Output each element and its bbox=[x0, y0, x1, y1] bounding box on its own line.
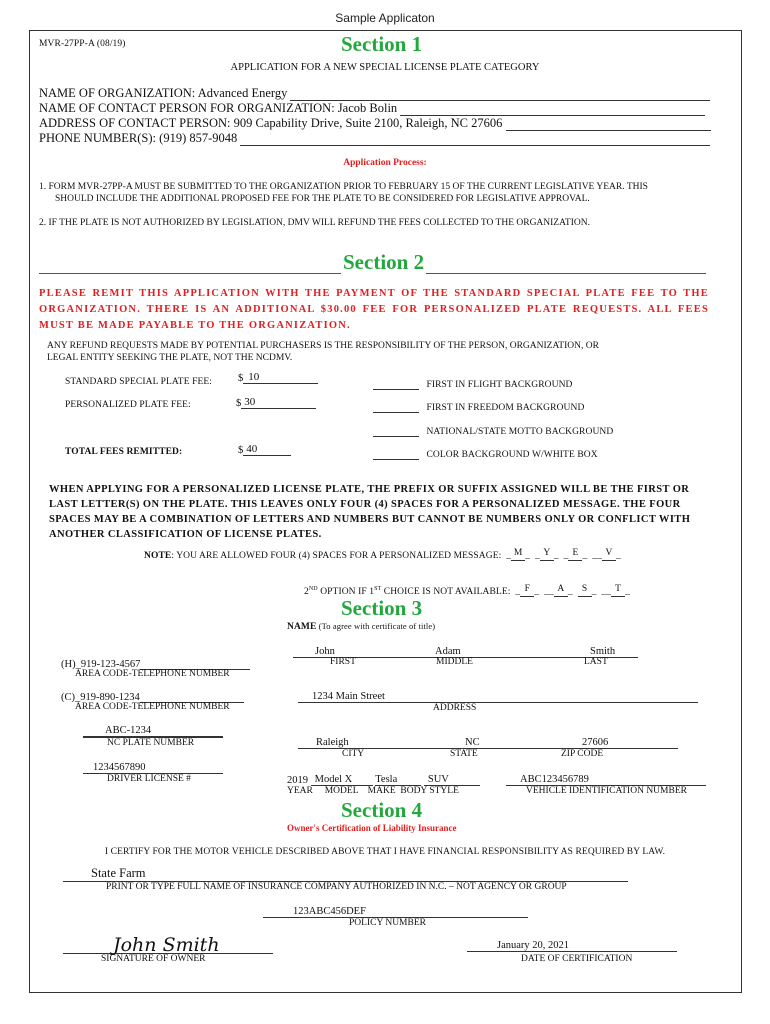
org-label: NAME OF ORGANIZATION: bbox=[39, 86, 196, 100]
section-4-heading: Section 4 bbox=[341, 798, 423, 822]
process-item-1: 1. FORM MVR-27PP-A MUST BE SUBMITTED TO THE ORGANIZATION PRIOR TO FEBRUARY 15 OF THE CURRENT LEGISLATIVE YEAR. THIS SHOULD INCLUDE THE ADDITIONAL PROPOSED FEE FOR THE PLATE TO BE CONSIDERED FOR LEGISLATIVE APPROVAL. bbox=[39, 182, 648, 204]
msg1-char-4[interactable]: V bbox=[602, 548, 616, 561]
signature-caption: SIGNATURE OF OWNER bbox=[101, 954, 206, 964]
vehicle-make[interactable]: Tesla bbox=[375, 774, 398, 785]
insurer-field[interactable] bbox=[63, 867, 628, 882]
bg-label-4: COLOR BACKGROUND W/WHITE BOX bbox=[426, 450, 598, 460]
page-title: Sample Applicaton bbox=[335, 11, 435, 25]
policy-value: 123ABC456DEF bbox=[293, 906, 366, 917]
msg1-char-3[interactable]: E bbox=[568, 548, 582, 561]
zip-caption: ZIP CODE bbox=[561, 749, 604, 759]
refund-notice: ANY REFUND REQUESTS MADE BY POTENTIAL PURCHASERS IS THE RESPONSIBILITY OF THE PERSON, ORGANIZATION, OR LEGAL ENTITY SEEKING THE PLATE, NOT THE NCDMV. bbox=[47, 341, 599, 363]
home-phone-value: (H)_919-123-4567 bbox=[61, 659, 141, 670]
bg-checkline-4 bbox=[373, 447, 419, 460]
address-row bbox=[39, 116, 715, 131]
policy-caption: POLICY NUMBER bbox=[349, 918, 426, 928]
policy-field[interactable] bbox=[263, 905, 528, 918]
section-1-heading: Section 1 bbox=[341, 32, 423, 56]
state-value: NC bbox=[465, 737, 480, 748]
cell-phone-caption: AREA CODE-TELEPHONE NUMBER bbox=[75, 702, 230, 712]
org-value[interactable]: Advanced Energy bbox=[197, 86, 288, 100]
last-name-field[interactable] bbox=[505, 645, 638, 658]
certify-statement: I CERTIFY FOR THE MOTOR VEHICLE DESCRIBED ABOVE THAT I HAVE FINANCIAL RESPONSIBILITY AS REQUIRED BY LAW. bbox=[104, 847, 666, 857]
section-4-subtitle: Owner's Certification of Liability Insurance bbox=[287, 823, 457, 833]
std-fee-value: 10 bbox=[248, 371, 260, 383]
bg-checkline-3 bbox=[373, 424, 419, 437]
note-row: NOTE: YOU ARE ALLOWED FOUR (4) SPACES FOR A PERSONALIZED MESSAGE: _ M _ _ Y _ _ E _ __ V _ bbox=[144, 548, 621, 561]
state-caption: STATE bbox=[450, 749, 478, 759]
name-label-row: NAME (To agree with certificate of title) bbox=[287, 621, 436, 632]
contact-underline bbox=[400, 103, 705, 116]
address-label: ADDRESS OF CONTACT PERSON: bbox=[39, 116, 231, 130]
vehicle-captions: YEAR MODEL MAKE BODY STYLE bbox=[287, 786, 459, 796]
bg-option-2[interactable] bbox=[373, 400, 584, 413]
pers-fee-value: 30 bbox=[244, 396, 256, 408]
process-heading: Application Process: bbox=[343, 158, 427, 168]
phone-label: PHONE NUMBER(S): bbox=[39, 131, 157, 145]
form-code: MVR-27PP-A (08/19) bbox=[39, 39, 126, 49]
driver-license-caption: DRIVER LICENSE # bbox=[107, 774, 191, 784]
note-label: NOTE bbox=[144, 551, 172, 561]
bg-checkline-2 bbox=[373, 400, 419, 413]
plate-number-value: ABC-1234 bbox=[105, 725, 152, 736]
total-fee-field[interactable]: $ 40 bbox=[238, 443, 291, 456]
remit-notice: PLEASE REMIT THIS APPLICATION WITH THE PAYMENT OF THE STANDARD SPECIAL PLATE FEE TO THE ORGANIZATION. THERE IS AN ADDITIONAL $30.00 FEE FOR PERSONALIZED PLATE REQUESTS. ALL FEES MUST BE MADE PAYABLE TO THE ORGANIZATION. bbox=[39, 288, 709, 331]
state-field[interactable] bbox=[408, 736, 530, 749]
section-1-subtitle: APPLICATION FOR A NEW SPECIAL LICENSE PLATE CATEGORY bbox=[230, 62, 540, 73]
bg-option-3[interactable] bbox=[373, 424, 613, 437]
city-caption: CITY bbox=[342, 749, 365, 759]
vehicle-year[interactable]: 2019 bbox=[287, 775, 308, 786]
msg2-char-2[interactable]: A bbox=[554, 584, 568, 597]
first-name-value: John bbox=[315, 646, 335, 657]
bg-option-4[interactable] bbox=[373, 447, 598, 460]
vin-value: ABC123456789 bbox=[520, 774, 589, 785]
street-address-value: 1234 Main Street bbox=[312, 691, 385, 702]
msg2-char-3[interactable]: S bbox=[578, 584, 592, 597]
signature-field[interactable] bbox=[63, 931, 273, 954]
driver-license-field[interactable] bbox=[83, 761, 223, 774]
address-value[interactable]: 909 Capability Drive, Suite 2100, Raleigh, NC 27606 bbox=[233, 116, 503, 130]
phone-row bbox=[39, 131, 715, 146]
bg-label-2: FIRST IN FREEDOM BACKGROUND bbox=[426, 403, 585, 413]
total-fee-value: 40 bbox=[246, 443, 258, 455]
pers-fee-field[interactable]: $ 30 bbox=[236, 396, 316, 409]
note-text: : YOU ARE ALLOWED FOUR (4) SPACES FOR A PERSONALIZED MESSAGE: bbox=[171, 551, 502, 561]
msg1-char-2[interactable]: Y bbox=[540, 548, 554, 561]
address-caption: ADDRESS bbox=[433, 703, 477, 713]
msg2-char-4[interactable]: T bbox=[611, 584, 625, 597]
owner-signature: John Smith bbox=[113, 934, 220, 956]
bg-checkline-1 bbox=[373, 377, 419, 390]
bg-label-1: FIRST IN FLIGHT BACKGROUND bbox=[426, 380, 573, 390]
cert-date-field[interactable] bbox=[467, 939, 677, 952]
std-fee-field[interactable]: $ 10 bbox=[238, 371, 318, 384]
section-3-heading: Section 3 bbox=[341, 596, 423, 620]
vehicle-body[interactable]: SUV bbox=[427, 774, 449, 785]
driver-license-value: 1234567890 bbox=[93, 762, 146, 773]
contact-row bbox=[39, 101, 715, 116]
contact-label: NAME OF CONTACT PERSON FOR ORGANIZATION: bbox=[39, 101, 335, 115]
vin-field[interactable] bbox=[506, 773, 706, 786]
total-fee-label: TOTAL FEES REMITTED: bbox=[65, 447, 183, 457]
city-field[interactable] bbox=[298, 736, 408, 749]
middle-caption: MIDDLE bbox=[436, 657, 473, 667]
vehicle-row bbox=[287, 773, 480, 786]
home-phone-caption: AREA CODE-TELEPHONE NUMBER bbox=[75, 669, 230, 679]
cert-date-value: January 20, 2021 bbox=[497, 940, 570, 951]
vin-caption: VEHICLE IDENTIFICATION NUMBER bbox=[526, 786, 687, 796]
zip-value: 27606 bbox=[582, 737, 609, 748]
city-value: Raleigh bbox=[316, 737, 349, 748]
bg-option-1[interactable] bbox=[373, 377, 573, 390]
first-caption: FIRST bbox=[330, 657, 356, 667]
contact-value[interactable]: Jacob Bolin bbox=[337, 101, 398, 115]
phone-value[interactable]: (919) 857-9048 bbox=[159, 131, 238, 145]
pers-fee-label: PERSONALIZED PLATE FEE: bbox=[65, 400, 191, 410]
middle-name-value: Adam bbox=[435, 646, 461, 657]
address-underline bbox=[506, 118, 711, 131]
cell-phone-value: (C)_919-890-1234 bbox=[61, 692, 140, 703]
option2-row: 2ND OPTION IF 1ST CHOICE IS NOT AVAILABLE: _ F _ __ A _ S _ __ T _ bbox=[304, 584, 630, 597]
msg1-char-1[interactable]: M bbox=[511, 548, 525, 561]
process-item-2: 2. IF THE PLATE IS NOT AUTHORIZED BY LEGISLATION, DMV WILL REFUND THE FEES COLLECTED TO THE ORGANIZATION. bbox=[39, 218, 590, 228]
last-caption: LAST bbox=[584, 657, 608, 667]
personalized-rules: WHEN APPLYING FOR A PERSONALIZED LICENSE PLATE, THE PREFIX OR SUFFIX ASSIGNED WILL BE THE FIRST OR LAST LETTER(S) ON THE PLATE. THIS LEAVES ONLY FOUR (4) SPACES FOR A PERSONALIZED MESSAGE. THE FOUR SPACES MAY BE A COMBINATION OF LETTERS AND NUMBERS BUT CANNOT BE NUMBERS ONLY OR CONFLICT WITH ANOTHER CLASSIFICATION OF LICENSE PLATES. bbox=[49, 484, 691, 540]
org-row bbox=[39, 86, 715, 101]
insurer-value: State Farm bbox=[91, 866, 146, 880]
street-address-field[interactable] bbox=[298, 690, 698, 703]
phone-underline bbox=[240, 133, 710, 146]
date-caption: DATE OF CERTIFICATION bbox=[521, 954, 633, 964]
section-2-heading: Section 2 bbox=[343, 250, 425, 274]
plate-number-field[interactable] bbox=[83, 724, 223, 738]
msg2-char-1[interactable]: F bbox=[520, 584, 534, 597]
zip-field[interactable] bbox=[530, 736, 678, 749]
std-fee-label: STANDARD SPECIAL PLATE FEE: bbox=[65, 377, 212, 387]
bg-label-3: NATIONAL/STATE MOTTO BACKGROUND bbox=[426, 427, 614, 437]
plate-caption: NC PLATE NUMBER bbox=[107, 738, 195, 748]
insurer-caption: PRINT OR TYPE FULL NAME OF INSURANCE COMPANY AUTHORIZED IN N.C. – NOT AGENCY OR GROUP bbox=[106, 882, 567, 892]
org-underline bbox=[290, 88, 710, 101]
vehicle-model[interactable]: Model X bbox=[314, 774, 353, 785]
last-name-value: Smith bbox=[590, 646, 616, 657]
